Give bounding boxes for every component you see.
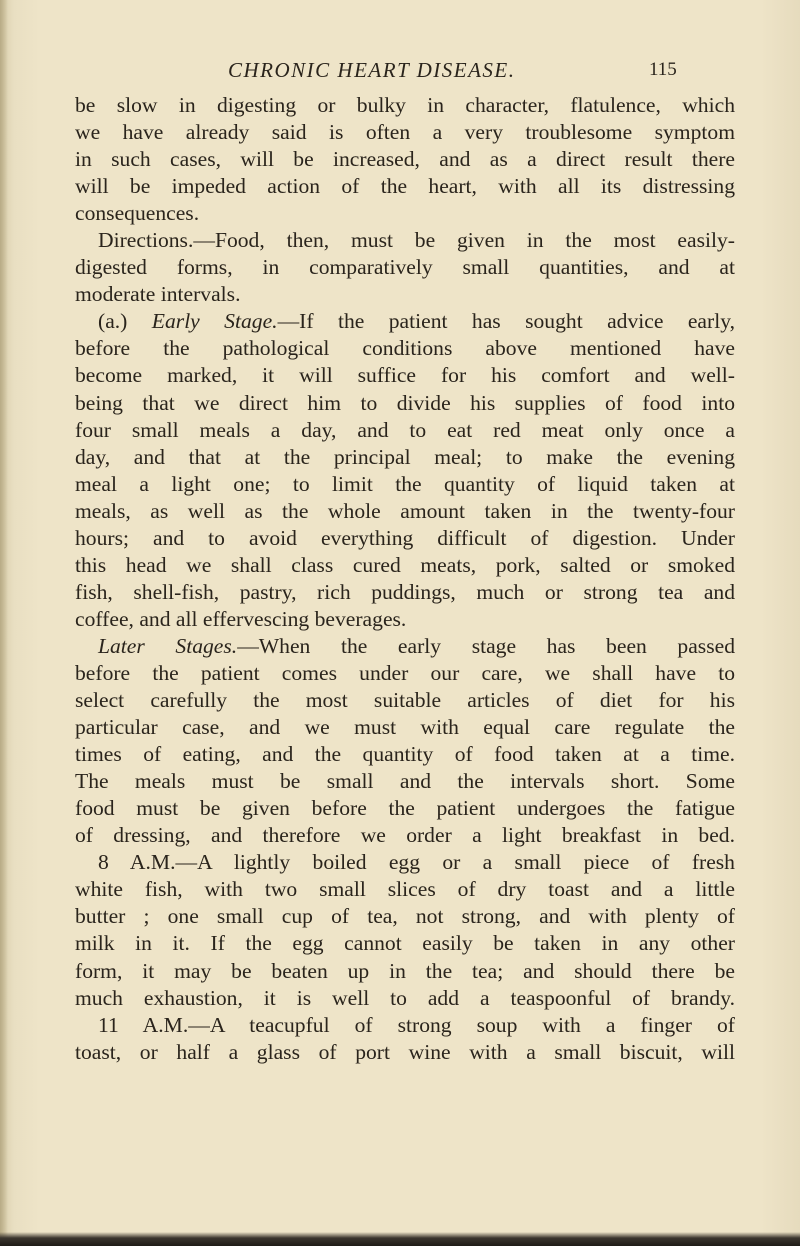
text-line: we have already said is often a very troublesome symptom <box>75 120 735 145</box>
text-line: butter ; one small cup of tea, not strong, and with plenty of <box>75 904 735 929</box>
text-line: four small meals a day, and to eat red meat only once a <box>75 417 735 442</box>
text-line: form, it may be beaten up in the tea; and should there be <box>75 958 735 983</box>
section-label: (a.) <box>98 309 128 334</box>
text-line: The meals must be small and the intervals short. Some <box>75 769 735 794</box>
text-line: toast, or half a glass of port wine with a small biscuit, will <box>75 1039 735 1064</box>
text-line: day, and that at the principal meal; to make the evening <box>75 444 735 469</box>
spine-shadow <box>0 0 8 1246</box>
section-heading-early-stage: Early Stage. <box>151 309 278 334</box>
text-line: hours; and to avoid everything difficult of digestion. Under <box>75 525 735 550</box>
page-number: 115 <box>649 59 677 80</box>
section-heading-later-stages: Later Stages. <box>98 633 238 658</box>
text-line: consequences. <box>75 201 200 226</box>
text-line <box>75 1012 735 1039</box>
line-rest: —When the early stage has been passed <box>237 633 735 658</box>
text-line: food must be given before the patient undergoes the fatigue <box>75 796 735 821</box>
text-line: much exhaustion, it is well to add a teaspoonful of brandy. <box>75 985 735 1010</box>
text-line: become marked, it will suffice for his comfort and well- <box>75 363 735 388</box>
text-line: will be impeded action of the heart, with all its distressing <box>75 174 735 199</box>
body-text <box>75 92 735 1066</box>
text-line: be slow in digesting or bulky in character, flatulence, which <box>75 93 735 117</box>
page-bottom-edge <box>0 1232 800 1246</box>
text-line: meals, as well as the whole amount taken in the twenty-four <box>75 498 735 523</box>
text-line: in such cases, will be increased, and as a direct result there <box>75 147 735 172</box>
text-line: coffee, and all effervescing beverages. <box>75 606 407 631</box>
text-line: moderate intervals. <box>75 282 241 307</box>
line-rest: —If the patient has sought advice early, <box>277 309 736 334</box>
line-rest: —A lightly boiled egg or a small piece of fresh <box>175 850 735 875</box>
meal-time-11am: 11 A.M. <box>98 1012 189 1037</box>
text-line: select carefully the most suitable articles of diet for his <box>75 688 735 713</box>
running-title: CHRONIC HEART DISEASE. <box>228 58 516 82</box>
text-line: being that we direct him to divide his supplies of food into <box>75 390 735 415</box>
meal-time-8am: 8 A.M. <box>98 850 176 875</box>
line-rest: —Food, then, must be given in the most easily- <box>193 228 735 253</box>
text-line: fish, shell-fish, pastry, rich puddings, much or strong tea and <box>75 579 735 604</box>
line-rest: —A teacupful of strong soup with a finger of <box>188 1012 735 1037</box>
text-line: before the patient comes under our care, we shall have to <box>75 660 735 685</box>
text-line: white fish, with two small slices of dry toast and a little <box>75 877 735 902</box>
text-line: particular case, and we must with equal care regulate the <box>75 715 735 740</box>
text-line <box>75 633 735 660</box>
text-line: digested forms, in comparatively small quantities, and at <box>75 255 735 280</box>
text-line <box>75 308 735 335</box>
text-line: this head we shall class cured meats, pork, salted or smoked <box>75 552 735 577</box>
text-line: before the pathological conditions above mentioned have <box>75 336 735 361</box>
text-line: times of eating, and the quantity of food taken at a time. <box>75 742 735 767</box>
directions-lead: Directions. <box>98 228 194 253</box>
text-line: meal a light one; to limit the quantity of liquid taken at <box>75 471 735 496</box>
text-line <box>75 849 735 876</box>
text-line: milk in it. If the egg cannot easily be taken in any other <box>75 931 735 956</box>
running-head <box>0 58 800 88</box>
text-line: of dressing, and therefore we order a light breakfast in bed. <box>75 823 735 848</box>
text-line <box>75 227 735 254</box>
